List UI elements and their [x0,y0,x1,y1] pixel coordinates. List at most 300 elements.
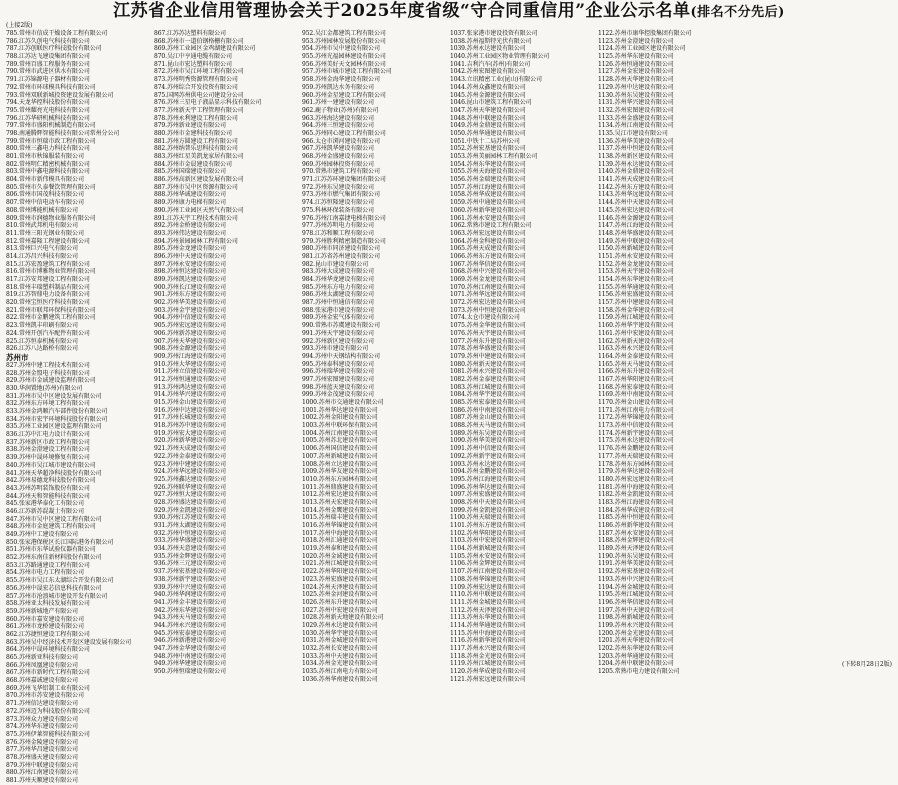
list-item: 950.苏州恒瑞建设有限公司 [154,668,226,676]
list-item: 1175.苏州永达建设有限公司 [598,437,674,445]
list-item: 794.天龙华控科技股份有限公司 [6,99,90,107]
list-item: 1127.苏州金宏建设有限公司 [598,68,674,76]
list-item: 1201.苏州天华建设有限公司 [598,637,674,645]
list-item: 1085.苏州宏泰建设有限公司 [450,399,526,406]
list-item: 1031.苏州金城建设有限公司 [302,637,378,645]
list-item: 869.苏州工业园区金鸡湖建设有限公司 [154,45,256,53]
list-item: 1158.苏州金华建设有限公司 [598,306,674,314]
list-item: 920.苏州新华建设有限公司 [154,437,226,445]
list-item: 921.苏州天成建设有限公司 [154,445,226,453]
list-item: 1176.苏州金鹏建设有限公司 [598,445,674,453]
list-item: 1125.苏州华东建设有限公司 [598,53,674,61]
list-item: 1198.苏州新城建设有限公司 [598,614,674,622]
list-item: 1171.苏州江南电力有限公司 [598,406,674,414]
list-item: 880.苏州江南建设有限公司 [6,769,78,777]
list-item: 787.江苏创联医疗科技股份有限公司 [6,45,102,53]
list-item: 1012.苏州宏达建设有限公司 [302,491,378,499]
list-item: 1075.苏州金华建设有限公司 [450,322,526,330]
list-item: 872.苏州迈为科技股份有限公司 [6,707,90,715]
list-item: 1065.苏州天成建设有限公司 [450,245,526,253]
list-item: 1061.苏州永安建设有限公司 [450,214,526,222]
list-item: 1002.苏州金阳建设有限公司 [302,414,378,422]
list-item: 1192.苏州宏基建设有限公司 [598,568,674,576]
list-item: 848.苏州市金庭建筑工程有限公司 [6,523,96,531]
list-item: 1039.苏州永达建设有限公司 [450,45,526,53]
list-item: 849.苏州中工建设有限公司 [6,531,78,538]
list-item: 996.苏州瑞华建设有限公司 [302,368,374,376]
list-item: 1165.苏州天马建设有限公司 [598,360,674,368]
list-item: 1097.苏州宏盛建设有限公司 [450,491,526,499]
list-item: 1009.苏州华友建设有限公司 [302,468,378,476]
list-item: 869.苏州飞华铝制工业有限公司 [6,684,90,692]
list-item: 851.苏州市东华试验仪器有限公司 [6,546,96,554]
list-item: 1115.苏州中海建设有限公司 [450,629,526,637]
list-item: 1038.苏州福斯特光伏有限公司 [450,37,532,45]
list-item: 845.张家港华泰化工有限公司 [6,500,84,508]
list-item: 821.常州市联邦环保科技有限公司 [6,306,96,314]
list-item: 1100.苏州天瑞建设有限公司 [450,514,526,522]
list-item: 904.苏州中信建设有限公司 [154,314,226,322]
list-item: 881.苏州天顺建设有限公司 [6,777,78,784]
list-item: 795.常州耀亮光电科技有限公司 [6,106,90,114]
list-item: 1077.苏州东升建设有限公司 [450,337,526,345]
list-item: 973.苏州市燃气集团有限公司 [302,191,380,199]
list-item: 1042.苏州宏图建设有限公司 [450,68,526,76]
list-item: 877.苏州新天宇工程管理有限公司 [154,106,244,114]
list-item: 860.苏州市嘉安建设有限公司 [6,615,84,623]
list-item: 876.苏州三星电子液晶显示科技有限公司 [154,99,262,107]
list-item: 813.常州巨兴电气有限公司 [6,245,78,253]
list-item: 1014.苏州金鹰建设有限公司 [302,506,378,514]
list-item: 1003.苏州中联环保有限公司 [302,422,378,430]
list-item: 1168.苏州宏泰建设有限公司 [598,383,674,391]
list-item: 1000.苏州市交通建设有限公司 [302,399,384,406]
list-item: 931.苏州太湖建设有限公司 [154,522,226,529]
list-item: 823.常州凯丰印刷有限公司 [6,322,78,330]
list-item: 871.苏州信达建设有限公司 [6,700,78,708]
list-item: 1016.苏州华锦建设有限公司 [302,522,378,529]
list-item: 1073.苏州中恒建设有限公司 [450,306,526,314]
list-item: 1058.苏州华成建设有限公司 [450,191,526,199]
list-item: 1203.苏州华通建设有限公司 [598,652,674,660]
list-item: 1035.苏州江南电力有限公司 [302,668,378,676]
list-item: 1010.苏州东方园林有限公司 [302,475,378,483]
list-item: 917.苏州长城建设有限公司 [154,414,226,422]
list-item: 867.苏州市新时代工程有限公司 [6,669,90,677]
list-item: 1034.苏州金光建设有限公司 [302,660,378,668]
list-item: 788.江苏达飞建设集团有限公司 [6,53,90,61]
list-item: 1117.苏州永兴建设有限公司 [450,645,526,652]
list-item: 1026.苏州东升建设有限公司 [302,598,378,606]
list-item: 832.苏州东方环境工程有限公司 [6,400,90,408]
list-item: 1068.苏州中兴建设有限公司 [450,268,526,276]
list-item: 1083.苏州江城建设有限公司 [450,383,526,391]
list-item: 1059.苏州中通建设有限公司 [450,199,526,207]
list-item: 1119.苏州江城建设有限公司 [450,660,526,668]
list-item: 1094.苏州金鹏建设有限公司 [450,468,526,476]
list-item: 1067.苏州华信建设有限公司 [450,260,526,268]
list-item: 1063.苏州宏远建设有限公司 [450,229,526,237]
list-item: 1093.苏州永达建设有限公司 [450,460,526,468]
list-item: 946.苏州新港建设有限公司 [154,637,226,645]
list-item: 1133.苏州金盛建设有限公司 [598,114,674,122]
list-item: 1174.苏州新宇建设有限公司 [598,429,674,437]
list-item: 1052.苏州宏基建设有限公司 [450,145,526,153]
list-item: 853.江苏路通建设工程有限公司 [6,561,90,569]
list-item: 909.苏州江海建设有限公司 [154,352,226,360]
list-item: 1043.立讯精密工业(昆山)有限公司 [450,76,542,84]
list-item: 926.苏州联华建设有限公司 [154,483,226,491]
list-item: 840.苏州市吴江城市建设有限公司 [6,461,96,469]
list-item: 959.苏州凯达水务有限公司 [302,83,374,91]
list-item: 938.苏州新宇建设有限公司 [154,575,226,583]
list-item: 1187.苏州永安建设有限公司 [598,529,674,537]
list-item: 874.苏州华东建设有限公司 [6,723,78,731]
list-item: 1114.苏州华通建设有限公司 [450,621,526,629]
list-item: 1060.苏州新华建设有限公司 [450,206,526,214]
list-item: 1074.太仓市建设有限公司 [450,314,520,322]
list-item: 1155.苏州华通建设有限公司 [598,283,674,291]
list-item: 976.苏州江南嘉捷电梯有限公司 [302,214,386,222]
list-item: 855.苏州市吴江东太湖综合开发有限公司 [6,577,114,585]
list-item: 1095.苏州江海建设有限公司 [450,475,526,483]
list-item: 1118.苏州金光建设有限公司 [450,652,526,660]
list-item: 1163.苏州永兴建设有限公司 [598,345,674,353]
list-item: 814.江苏昌兴科技有限公司 [6,252,78,260]
list-item: 870.吴江中亨通电缆有限公司 [154,53,232,61]
list-item: 803.常州中鑫电源科技有限公司 [6,168,90,176]
list-item: 867.江苏苏达塑料有限公司 [154,30,226,37]
list-item: 1162.苏州新天建设有限公司 [598,337,674,345]
list-item: 918.苏州苏中建设有限公司 [154,422,226,430]
list-item: 857.苏州市沧浪城市建设开发有限公司 [6,592,108,600]
list-item: 824.常州开创汽车配件有限公司 [6,329,90,337]
list-item: 1124.苏州工业园区建设有限公司 [598,45,686,53]
list-item: 929.苏州金凯建设有限公司 [154,506,226,514]
list-item: 1011.苏州鼎盛建设有限公司 [302,483,378,491]
list-item: 947.苏州金华建设有限公司 [154,645,226,652]
list-item: 842.苏州易德龙科技股份有限公司 [6,477,96,485]
list-item: 819.江苏智鼎电力设备有限公司 [6,291,90,299]
list-item: 876.苏州金陵建设有限公司 [6,738,78,746]
list-item: 837.苏州新区市政工程有限公司 [6,438,90,446]
list-item: 838.苏州金澄建设工程有限公司 [6,446,90,454]
list-item: 1154.苏州东华建设有限公司 [598,276,674,283]
list-item: 1017.苏州中海建设有限公司 [302,529,378,537]
list-item: 1102.苏州华阳建设有限公司 [450,529,526,537]
list-item: 880.苏州市金建科技有限公司 [154,129,232,137]
list-item: 858.苏州亚太科技发展有限公司 [6,600,90,608]
list-item: 1023.苏州宏盛建设有限公司 [302,575,378,583]
list-item: 1108.苏州华锦建设有限公司 [450,575,526,583]
list-item: 1129.苏州中达建设有限公司 [598,83,674,91]
list-item: 981.江苏省苏州建设有限公司 [302,252,380,260]
list-item: 1112.苏州天泽建设有限公司 [450,606,526,614]
list-item: 1138.苏州新区建设有限公司 [598,153,674,160]
list-item: 870.苏州市苏安建设有限公司 [6,692,84,700]
list-item: 940.苏州华润建设有限公司 [154,591,226,599]
list-item: 804.常州市新伟模具有限公司 [6,176,84,184]
list-item: 1189.苏州天泽建设有限公司 [598,545,674,553]
list-item: 836.江苏中汇电力设计有限公司 [6,431,90,439]
list-item: 1180.苏州宏远建设有限公司 [598,475,674,483]
list-item: 1101.苏州东方建设有限公司 [450,522,526,529]
list-item: 1188.苏州金辉建设有限公司 [598,537,674,545]
list-item: 847.苏州市吴中区建设工程有限公司 [6,515,102,523]
list-item: 820.常州宝恒医疗科技有限公司 [6,299,90,307]
list-item: 1185.苏州中恒建设有限公司 [598,514,674,522]
list-item: 1167.苏州华阳建设有限公司 [598,375,674,383]
list-item: 1037.张家港市建设投资有限公司 [450,30,538,37]
list-item: 900.苏州长江建设有限公司 [154,283,226,291]
list-item: 924.苏州华远建设有限公司 [154,468,226,476]
list-item: 807.常州中信电动车有限公司 [6,199,84,207]
list-item: 1164.苏州金泰建设有限公司 [598,352,674,360]
list-item: 1040.苏州工业园区物业管理有限公司 [450,53,550,61]
list-item: 891.江苏天宇工程技术有限公司 [154,214,238,222]
list-item: 1146.苏州金源建设有限公司 [598,214,674,222]
list-item: 1064.苏州金科建设有限公司 [450,237,526,245]
list-item: 846.江苏新苏混凝土有限公司 [6,507,84,515]
list-item: 993.苏州市建设有限公司 [302,345,369,353]
list-item: 1028.苏州新天地建设有限公司 [302,614,384,622]
continued-note: (上接2版) [6,22,33,29]
list-item: 1091.苏州中信建设有限公司 [450,445,526,453]
list-item: 1169.苏州中南建设有限公司 [598,391,674,399]
list-item: 912.苏州恒通建设有限公司 [154,375,226,383]
list-item: 885.苏州国瑞建设有限公司 [154,168,226,176]
list-item: 1069.苏州金龙建设有限公司 [450,276,526,283]
list-item: 800.常州三鑫电力科技有限公司 [6,145,90,153]
list-item: 864.苏州中晟环境科技有限公司 [6,646,90,654]
list-column [302,30,448,683]
list-item: 956.苏州美好天文园林有限公司 [302,60,386,68]
list-item: 798.南通腾辉智能科技有限公司常州分公司 [6,129,120,137]
list-item: 903.苏州金宇建设有限公司 [154,306,226,314]
list-item: 945.苏州宏泰建设有限公司 [154,629,226,637]
list-item: 908.苏州金源建设有限公司 [154,345,226,353]
list-item: 1024.苏州天泽建设有限公司 [302,583,378,591]
list-item: 1051.中铁十二局苏州公司 [450,137,520,145]
list-item: 1088.苏州天马建设有限公司 [450,422,526,430]
list-item: 1157.苏州中建建设有限公司 [598,299,674,307]
list-item: 833.苏州金鸿顺汽车部件股份有限公司 [6,408,108,415]
list-item: 797.常州市盛阳机械制造有限公司 [6,122,96,130]
list-item: 1062.常熟市建设工程有限公司 [450,222,532,230]
list-item: 790.常州市武进区供水有限公司 [6,68,90,76]
list-item: 893.苏州伟达建设有限公司 [154,229,226,237]
list-item: 1126.苏州恒通建设有限公司 [598,60,674,68]
list-item: 1098.苏州中天建设有限公司 [450,498,526,506]
list-item: 896.苏州中天建设有限公司 [154,252,226,260]
list-item: 1128.苏州天华建设有限公司 [598,76,674,84]
list-item: 830.华润置地(苏州)有限公司 [6,384,83,392]
list-item: 1105.苏州永安建设有限公司 [450,552,526,560]
list-item: 1033.苏州中天建设有限公司 [302,652,378,660]
list-item: 1120.苏州华成建设有限公司 [450,668,526,676]
list-item: 1182.苏州金凯建设有限公司 [598,491,674,499]
list-item: 960.苏州金星建设工程有限公司 [302,91,386,99]
list-item: 913.苏州鸿达建设有限公司 [154,383,226,391]
list-item: 1136.苏州华美建设有限公司 [598,137,674,145]
list-item: 865.苏州新亚科技有限公司 [6,654,78,661]
list-item: 1177.苏州天瑞建设有限公司 [598,452,674,460]
list-item: 1084.苏州华宇建设有限公司 [450,391,526,399]
list-item: 916.苏州中达建设有限公司 [154,406,226,414]
list-item: 1145.苏州宏达建设有限公司 [598,206,674,214]
list-item: 799.常州市恒瑞市政工程有限公司 [6,137,96,145]
list-item: 796.江苏华研机械科技有限公司 [6,114,90,122]
list-item: 1140.苏州金鼎建设有限公司 [598,168,674,176]
list-item: 812.常州嘉隆工程建设有限公司 [6,237,90,245]
list-item: 1135.吴江市建设有限公司 [598,129,668,137]
list-item: 879.苏州新业建设有限公司 [154,122,226,130]
list-item: 1123.苏州金澄建设有限公司 [598,37,674,45]
list-item: 1032.苏州长安建设有限公司 [302,645,378,652]
list-item: 932.苏州中恒建设有限公司 [154,529,226,537]
list-item: 925.苏州鑫达建设有限公司 [154,475,226,483]
list-item: 978.江苏和顺工程有限公司 [302,229,374,237]
list-item: 943.苏州天马建设有限公司 [154,614,226,622]
list-item: 1110.苏州中联建设有限公司 [450,591,526,599]
list-item: 873.苏州明秀资源管理有限公司 [154,76,238,84]
list-item: 1161.苏州中宏建设有限公司 [598,329,674,337]
list-item: 1080.苏州新天建设有限公司 [450,360,526,368]
list-item: 1103.苏州中宏建设有限公司 [450,537,526,545]
list-item: 977.苏州苏明电力有限公司 [302,222,374,230]
list-item: 817.江苏安邦建设工程有限公司 [6,276,90,283]
list-item: 897.苏州永安建设有限公司 [154,260,226,268]
list-item: 854.苏州市电力工程有限公司 [6,569,84,577]
list-item: 966.太仓市浏河建设有限公司 [302,137,380,145]
list-item: 1204.苏州中联建设有限公司 [598,660,674,668]
list-item: 827.苏州中建工程技术有限公司 [6,361,90,369]
list-item: 786.江苏久创电气科技有限公司 [6,37,90,45]
list-item: 1170.苏州金山建设有限公司 [598,399,674,406]
list-item: 974.江苏恒隆建设有限公司 [302,199,374,207]
list-item: 1151.苏州永安建设有限公司 [598,252,674,260]
list-item: 802.常州明仁精密机械有限公司 [6,160,90,168]
list-item: 889.苏州康力电梯有限公司 [154,199,226,207]
list-item: 871.昆山市宏达塑料有限公司 [154,60,232,68]
list-item: 989.苏州金宏气体有限公司 [302,314,374,322]
list-item: 949.苏州华建建设有限公司 [154,660,226,668]
list-item: 1053.苏州美丽园林工程有限公司 [450,153,538,160]
list-item: 1172.苏州华锦建设有限公司 [598,414,674,422]
list-item: 954.苏州市吴中建设有限公司 [302,45,380,53]
list-column [598,30,744,676]
list-item: 831.苏州市吴中区建设发展有限公司 [6,392,102,400]
list-item: 1186.苏州新华建设有限公司 [598,522,674,529]
list-item: 1046.昆山市建筑工程有限公司 [450,99,532,107]
list-item: 895.苏州金龙建设有限公司 [154,245,226,253]
list-item: 785.常州市信成干燥设备工程有限公司 [6,30,108,37]
list-item: 1090.苏州华美建设有限公司 [450,437,526,445]
list-item: 980.苏州市同济建设有限公司 [302,245,380,253]
list-item: 792.常州市环球模具科技有限公司 [6,83,96,91]
list-item: 899.苏州凯达建设有限公司 [154,276,226,283]
list-item: 881.苏州方圆建设工程有限公司 [154,137,238,145]
list-item: 942.苏州东华建设有限公司 [154,606,226,614]
list-item: 888.苏州华诚建设有限公司 [154,191,226,199]
title-main: 江苏省企业信用管理协会关于2025年度省级“守合同重信用”企业公示名单 [113,1,691,21]
list-item: 984.苏州华龙建设有限公司 [302,276,374,283]
list-item: 1144.苏州中天建设有限公司 [598,199,674,207]
list-item: 1004.苏州江南建设有限公司 [302,429,378,437]
list-item: 829.苏州市金诚建设监理有限公司 [6,377,96,385]
list-item: 1179.苏州华达建设有限公司 [598,468,674,476]
list-item: 1006.苏州国信建设有限公司 [302,445,378,453]
list-item: 1008.苏州立达建设有限公司 [302,460,378,468]
list-column [450,30,596,683]
list-item: 1122.苏州市康华控股集团有限公司 [598,30,692,37]
list-item: 905.苏州宏远建设有限公司 [154,322,226,330]
list-item: 1025.苏州金河建设有限公司 [302,591,378,599]
list-item: 1160.苏州华宇建设有限公司 [598,322,674,330]
list-item: 1005.苏州苏北建设有限公司 [302,437,378,445]
list-item: 1166.苏州东升建设有限公司 [598,368,674,376]
list-item: 1148.苏州华盛建设有限公司 [598,229,674,237]
list-item: 1092.苏州新宇建设有限公司 [450,452,526,460]
list-item: 979.苏州胜利精密制造有限公司 [302,237,386,245]
list-item: 1099.苏州金凯建设有限公司 [450,506,526,514]
list-item: 961.苏州一建建设有限公司 [302,99,374,107]
list-item: 878.苏州永利建设工程有限公司 [154,114,238,122]
list-item: 939.苏州中兴建设有限公司 [154,583,226,591]
list-item: 872.苏州市吴江环境工程有限公司 [154,68,244,76]
list-item: 936.苏州三元建设有限公司 [154,560,226,568]
list-item: 964.苏州三恒建设有限公司 [302,122,374,130]
list-item: 1057.苏州江海建设有限公司 [450,183,526,191]
list-item: 1044.苏州众鑫建设有限公司 [450,83,526,91]
list-item: 1131.苏州华兴建设有限公司 [598,99,674,107]
list-item: 1018.苏州汇通建设有限公司 [302,537,378,545]
list-item: 815.江苏宏盈建筑工程有限公司 [6,260,90,268]
list-item: 874.苏州综合开发投资有限公司 [154,83,238,91]
list-item: 1181.苏州中海建设有限公司 [598,483,674,491]
list-item: 1184.苏州华成建设有限公司 [598,506,674,514]
list-item: 1116.苏州新华建设有限公司 [450,637,526,645]
list-item: 818.常州丰瑞塑料制品有限公司 [6,283,90,291]
list-item: 1132.苏州宏图建设有限公司 [598,106,674,114]
list-item: 1007.苏州新城建设有限公司 [302,452,378,460]
list-item: 1191.苏州华美建设有限公司 [598,560,674,568]
list-item: 968.苏州金盛建设有限公司 [302,153,374,160]
page-title [0,0,898,22]
list-item: 879.苏州中联建设有限公司 [6,761,78,769]
list-item: 887.苏州市吴中区资源有限公司 [154,183,238,191]
list-item: 985.苏州东方电力有限公司 [302,283,374,291]
list-item: 801.常州市秋锦服装有限公司 [6,153,84,160]
list-item: 1113.苏州东华建设有限公司 [450,614,526,622]
list-item: 995.苏州泰科建设有限公司 [302,360,374,368]
list-item: 922.苏州金泰建设有限公司 [154,452,226,460]
list-item: 1072.苏州宏达建设有限公司 [450,299,526,307]
list-item: 986.苏州太湖建设有限公司 [302,291,374,299]
list-item: 957.苏州市城市建设工程有限公司 [302,68,392,76]
list-item: 1190.苏州东吴建设有限公司 [598,552,674,560]
list-item: 825.江苏恒泰机械有限公司 [6,337,78,345]
list-item: 928.苏州盛达建设有限公司 [154,498,226,506]
list-item: 1111.苏州金城建设有限公司 [450,598,526,606]
list-item: 1178.苏州东方园林有限公司 [598,460,674,468]
list-item: 882.苏州纳普乐思科技有限公司 [154,145,238,153]
list-item: 1015.苏州瑞丰建设有限公司 [302,514,378,522]
list-item: 999.苏州金茂建设有限公司 [302,391,374,399]
list-item: 841.苏州天华超净科技股份有限公司 [6,469,102,477]
list-item: 816.常州市博雅物业管理有限公司 [6,268,96,276]
list-item: 1076.苏州天宇建设有限公司 [450,329,526,337]
